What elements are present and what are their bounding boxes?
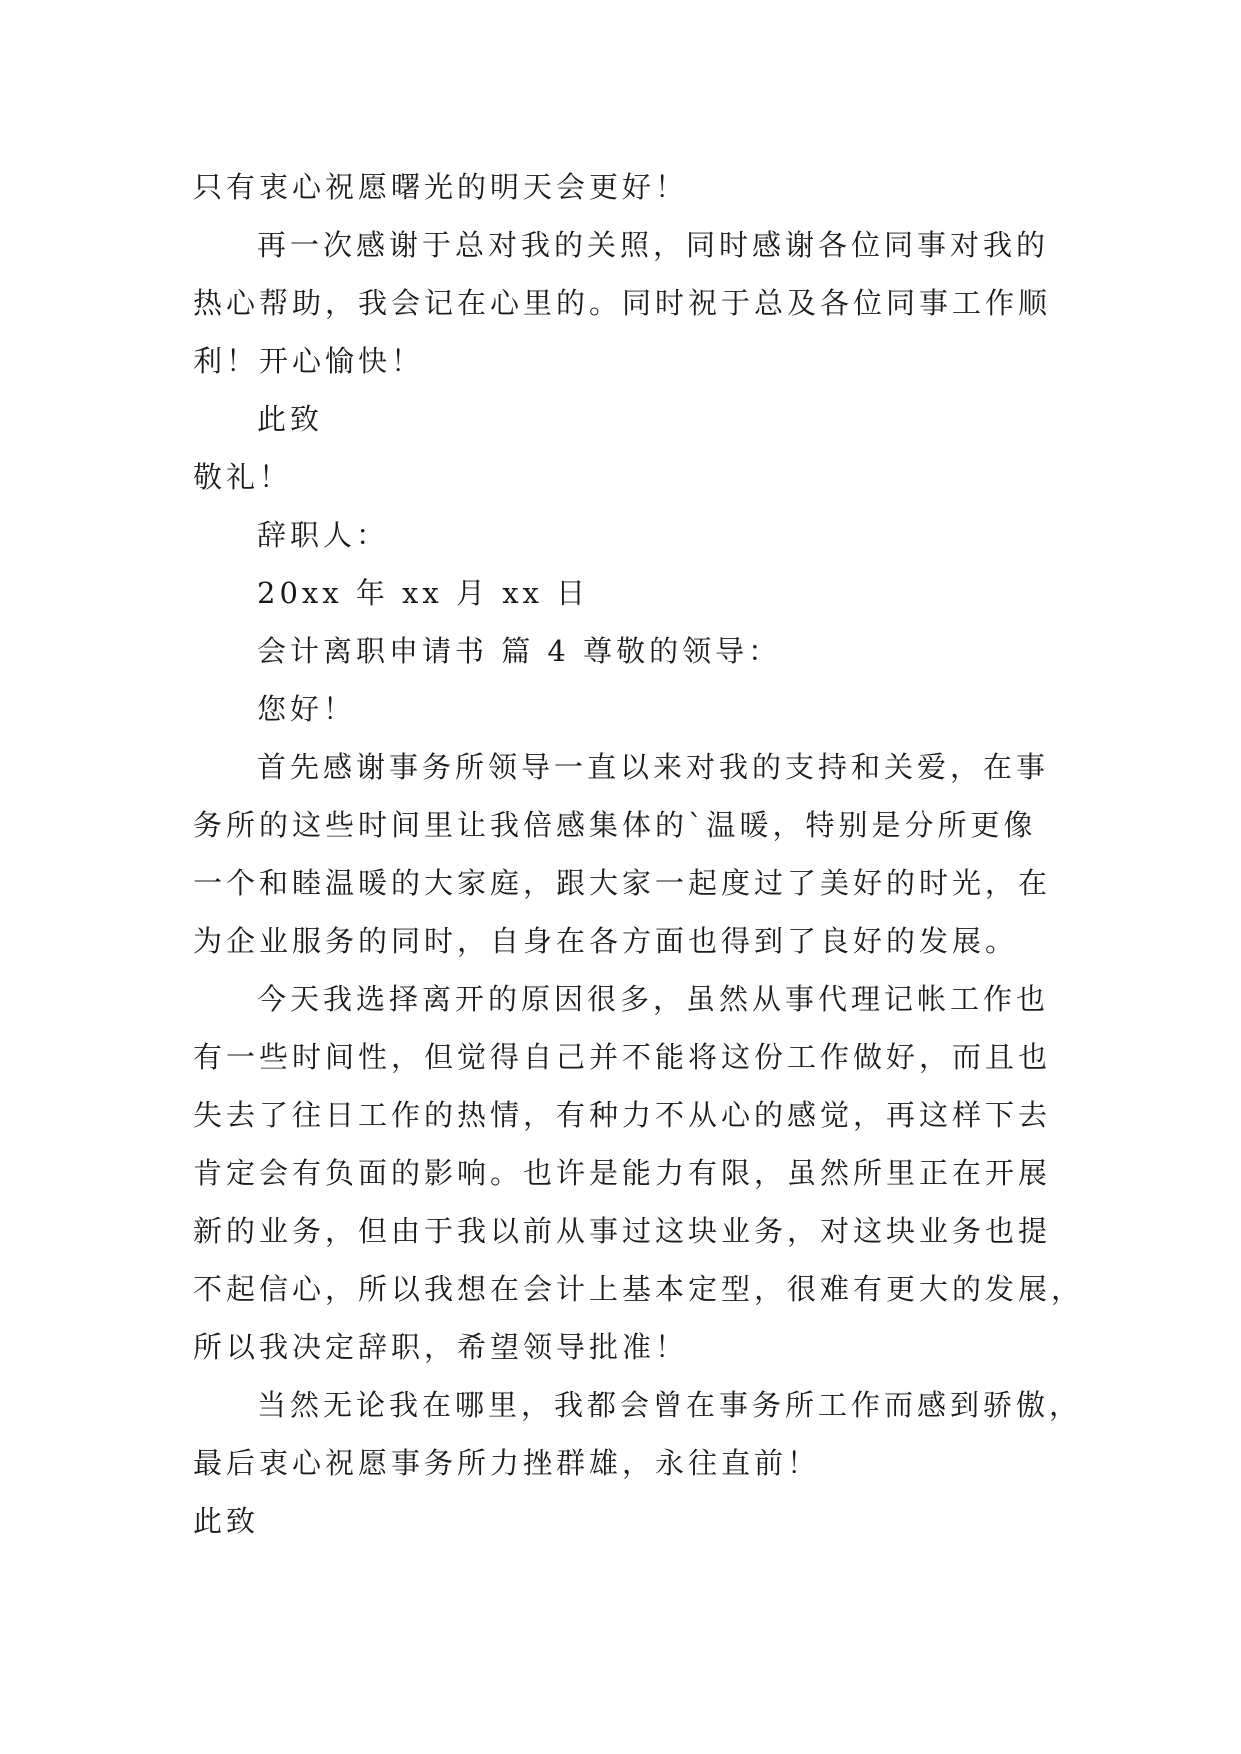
text-line: 最后衷心祝愿事务所力挫群雄，永往直前！ xyxy=(193,1446,821,1480)
section-heading: 会计离职申请书 篇 4 尊敬的领导： xyxy=(257,634,782,668)
closing-phrase: 此致 xyxy=(257,402,324,436)
greeting: 您好！ xyxy=(257,692,357,726)
text-line: 务所的这些时间里让我倍感集体的`温暖，特别是分所更像 xyxy=(193,808,1037,842)
text-line: 失去了往日工作的热情，有种力不从心的感觉，再这样下去 xyxy=(193,1098,1052,1132)
text-line: 有一些时间性，但觉得自己并不能将这份工作做好，而且也 xyxy=(193,1040,1052,1074)
text-line: 只有衷心祝愿曙光的明天会更好！ xyxy=(193,170,689,204)
closing-phrase: 此致 xyxy=(193,1504,260,1538)
document-body xyxy=(193,158,1085,1550)
signature-label: 辞职人： xyxy=(257,518,390,552)
text-line: 利！开心愉快！ xyxy=(193,344,425,378)
text-line: 新的业务，但由于我以前从事过这块业务，对这块业务也提 xyxy=(193,1214,1052,1248)
text-line: 当然无论我在哪里，我都会曾在事务所工作而感到骄傲， xyxy=(257,1388,1083,1422)
text-line: 再一次感谢于总对我的关照，同时感谢各位同事对我的 xyxy=(257,228,1050,262)
text-line: 热心帮助，我会记在心里的。同时祝于总及各位同事工作顺 xyxy=(193,286,1052,320)
text-line: 所以我决定辞职，希望领导批准！ xyxy=(193,1330,689,1364)
text-line: 今天我选择离开的原因很多，虽然从事代理记帐工作也 xyxy=(257,982,1050,1016)
text-line: 肯定会有负面的影响。也许是能力有限，虽然所里正在开展 xyxy=(193,1156,1052,1190)
date-line: 20xx 年 xx 月 xx 日 xyxy=(257,576,590,610)
salutation: 敬礼！ xyxy=(193,460,293,494)
text-line: 不起信心，所以我想在会计上基本定型，很难有更大的发展， xyxy=(193,1272,1085,1306)
text-line: 首先感谢事务所领导一直以来对我的支持和关爱，在事 xyxy=(257,750,1050,784)
text-line: 为企业服务的同时，自身在各方面也得到了良好的发展。 xyxy=(193,924,1019,958)
text-line: 一个和睦温暖的大家庭，跟大家一起度过了美好的时光，在 xyxy=(193,866,1052,900)
